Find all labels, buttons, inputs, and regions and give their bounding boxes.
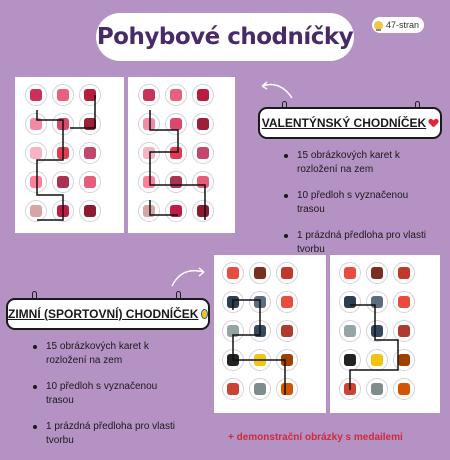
winter-label: ZIMNÍ (SPORTOVNÍ) CHODNÍČEK — [8, 307, 199, 321]
illustration-icon — [57, 205, 69, 217]
illustration-icon — [197, 147, 209, 159]
picture-card — [79, 142, 101, 164]
illustration-icon — [281, 383, 293, 395]
illustration-icon — [197, 205, 209, 217]
winter-features-list — [30, 340, 180, 460]
illustration-icon — [170, 176, 182, 188]
illustration-icon — [371, 354, 383, 366]
picture-card — [165, 142, 187, 164]
picture-card — [276, 320, 298, 342]
valentine-card-grid-right — [138, 84, 214, 222]
illustration-icon — [398, 383, 410, 395]
picture-card — [165, 200, 187, 222]
illustration-icon — [227, 325, 239, 337]
illustration-icon — [254, 267, 266, 279]
heart-icon — [429, 119, 438, 128]
winter-card-grid-right — [339, 262, 415, 400]
illustration-icon — [170, 147, 182, 159]
illustration-icon — [281, 325, 293, 337]
illustration-icon — [170, 118, 182, 130]
picture-card — [339, 291, 361, 313]
picture-card — [366, 378, 388, 400]
pages-count: 47-stran — [386, 20, 420, 30]
picture-card — [366, 349, 388, 371]
valentine-label: VALENTÝNSKÝ CHODNÍČEK — [261, 116, 427, 130]
illustration-icon — [227, 383, 239, 395]
illustration-icon — [254, 325, 266, 337]
curved-arrow-icon — [256, 74, 296, 104]
picture-card — [192, 142, 214, 164]
picture-card — [138, 113, 160, 135]
winter-label-sign — [6, 298, 210, 330]
picture-card — [52, 113, 74, 135]
illustration-icon — [143, 89, 155, 101]
picture-card — [222, 291, 244, 313]
illustration-icon — [84, 147, 96, 159]
picture-card — [393, 378, 415, 400]
picture-card — [393, 349, 415, 371]
illustration-icon — [30, 147, 42, 159]
illustration-icon — [281, 354, 293, 366]
picture-card — [79, 113, 101, 135]
picture-card — [393, 320, 415, 342]
title-pill — [96, 13, 354, 61]
lightbulb-icon — [374, 21, 383, 30]
illustration-icon — [344, 296, 356, 308]
illustration-icon — [344, 383, 356, 395]
illustration-icon — [227, 267, 239, 279]
picture-card — [25, 142, 47, 164]
illustration-icon — [170, 205, 182, 217]
illustration-icon — [84, 118, 96, 130]
list-item: 15 obrázkových karet k rozložení na zem — [30, 340, 180, 368]
winter-card-grid-left — [222, 262, 298, 400]
valentine-card-grid-left — [25, 84, 101, 222]
picture-card — [25, 113, 47, 135]
page-title: Pohybové chodníčky — [96, 24, 354, 50]
illustration-icon — [344, 325, 356, 337]
picture-card — [249, 320, 271, 342]
illustration-icon — [57, 118, 69, 130]
illustration-icon — [57, 89, 69, 101]
illustration-icon — [30, 89, 42, 101]
illustration-icon — [254, 296, 266, 308]
illustration-icon — [143, 205, 155, 217]
picture-card — [192, 200, 214, 222]
picture-card — [276, 378, 298, 400]
illustration-icon — [57, 176, 69, 188]
picture-card — [366, 291, 388, 313]
picture-card — [249, 349, 271, 371]
picture-card — [366, 320, 388, 342]
picture-card — [222, 349, 244, 371]
valentine-features-list — [281, 149, 431, 269]
illustration-icon — [197, 176, 209, 188]
picture-card — [79, 200, 101, 222]
picture-card — [192, 171, 214, 193]
list-item: 1 prázdná předloha pro vlasti tvorbu — [281, 229, 431, 257]
medal-icon — [201, 309, 208, 319]
illustration-icon — [143, 176, 155, 188]
illustration-icon — [30, 176, 42, 188]
illustration-icon — [197, 118, 209, 130]
list-item: 10 předloh s vyznačenou trasou — [281, 189, 431, 217]
picture-card — [192, 113, 214, 135]
demo-note: + demonstrační obrázky s medailemi — [228, 432, 403, 443]
curved-arrow-icon — [170, 262, 210, 292]
picture-card — [52, 171, 74, 193]
illustration-icon — [57, 147, 69, 159]
picture-card — [138, 200, 160, 222]
illustration-icon — [371, 383, 383, 395]
picture-card — [276, 291, 298, 313]
picture-card — [25, 171, 47, 193]
picture-card — [79, 171, 101, 193]
illustration-icon — [197, 89, 209, 101]
illustration-icon — [281, 296, 293, 308]
picture-card — [192, 84, 214, 106]
illustration-icon — [84, 176, 96, 188]
illustration-icon — [254, 354, 266, 366]
illustration-icon — [143, 147, 155, 159]
illustration-icon — [398, 296, 410, 308]
illustration-icon — [84, 89, 96, 101]
illustration-icon — [30, 118, 42, 130]
illustration-icon — [371, 325, 383, 337]
illustration-icon — [84, 205, 96, 217]
picture-card — [249, 262, 271, 284]
picture-card — [276, 349, 298, 371]
illustration-icon — [30, 205, 42, 217]
picture-card — [52, 84, 74, 106]
picture-card — [222, 378, 244, 400]
illustration-icon — [227, 354, 239, 366]
picture-card — [138, 84, 160, 106]
picture-card — [249, 378, 271, 400]
pages-badge — [372, 17, 424, 33]
list-item: 10 předloh s vyznačenou trasou — [30, 380, 180, 408]
picture-card — [25, 84, 47, 106]
picture-card — [165, 113, 187, 135]
picture-card — [138, 142, 160, 164]
picture-card — [25, 200, 47, 222]
picture-card — [393, 291, 415, 313]
picture-card — [138, 171, 160, 193]
illustration-icon — [170, 89, 182, 101]
picture-card — [339, 320, 361, 342]
illustration-icon — [371, 296, 383, 308]
picture-card — [52, 142, 74, 164]
picture-card — [165, 171, 187, 193]
list-item: 15 obrázkových karet k rozložení na zem — [281, 149, 431, 177]
picture-card — [339, 349, 361, 371]
valentine-label-sign — [258, 107, 442, 139]
picture-card — [249, 291, 271, 313]
picture-card — [222, 262, 244, 284]
list-item: 1 prázdná předloha pro vlasti tvorbu — [30, 420, 180, 448]
picture-card — [79, 84, 101, 106]
picture-card — [339, 378, 361, 400]
illustration-icon — [254, 383, 266, 395]
picture-card — [165, 84, 187, 106]
illustration-icon — [398, 325, 410, 337]
illustration-icon — [344, 354, 356, 366]
illustration-icon — [143, 118, 155, 130]
illustration-icon — [227, 296, 239, 308]
picture-card — [222, 320, 244, 342]
picture-card — [52, 200, 74, 222]
illustration-icon — [398, 354, 410, 366]
